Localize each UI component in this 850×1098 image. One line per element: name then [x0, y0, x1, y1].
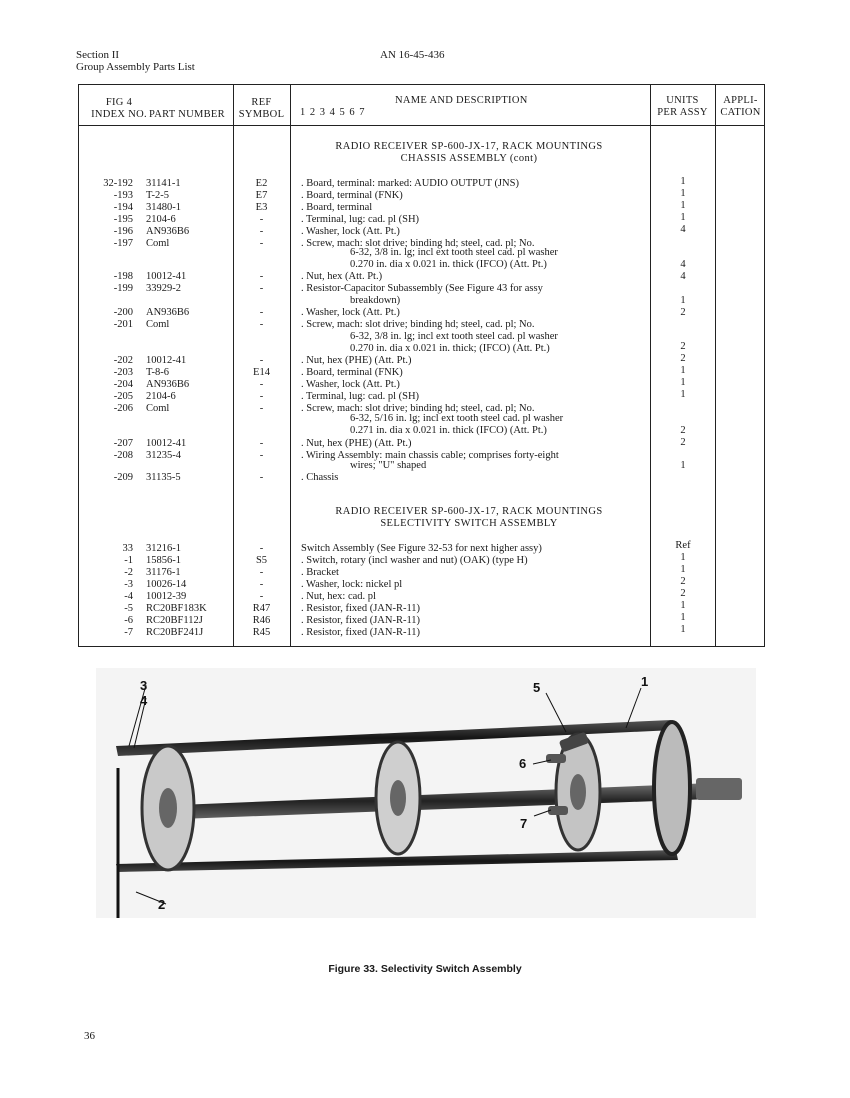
- units-per-assy: 1: [680, 600, 686, 611]
- units-cell-row: [79, 576, 766, 588]
- ref-symbol: E2: [255, 178, 268, 189]
- index-number: -200: [113, 307, 133, 318]
- ref-symbol: -: [259, 543, 264, 554]
- units-per-assy: 1: [680, 200, 686, 211]
- ref-symbol: -: [259, 226, 264, 237]
- index-number: -2: [124, 567, 133, 578]
- part-number: 10012-41: [146, 438, 187, 449]
- callout-1: 1: [641, 674, 649, 689]
- table-row: [79, 283, 766, 295]
- parts-list-table: [78, 84, 765, 647]
- units-per-assy: 1: [680, 624, 686, 635]
- index-number: -193: [113, 190, 133, 201]
- section-subtitle: Group Assembly Parts List: [76, 61, 195, 73]
- units-cell-row: [79, 612, 766, 624]
- part-number: AN936B6: [146, 379, 190, 390]
- index-number: -207: [113, 438, 133, 449]
- description-continuation: 6-32, 3/8 in. lg; incl ext tooth steel cad. pl washer: [350, 247, 558, 258]
- description: . Screw, mach: slot drive; binding hd; steel, cad. pl; No.: [301, 403, 535, 414]
- part-number: RC20BF183K: [146, 603, 207, 614]
- ref-symbol: -: [259, 355, 264, 366]
- ref-symbol: -: [259, 391, 264, 402]
- description: . Washer, lock (Att. Pt.): [301, 307, 400, 318]
- section-title-selectivity: RADIO RECEIVER SP-600-JX-17, RACK MOUNTINGS SELECTIVITY SWITCH ASSEMBLY: [335, 506, 603, 529]
- index-number: -6: [124, 615, 133, 626]
- description: . Terminal, lug: cad. pl (SH): [301, 391, 420, 402]
- table-row: [79, 319, 766, 331]
- ref-symbol: -: [259, 379, 264, 390]
- shaft-bushing: [696, 778, 742, 800]
- index-number: -195: [113, 214, 133, 225]
- description: . Board, terminal (FNK): [301, 367, 403, 378]
- ref-symbol: E3: [255, 202, 268, 213]
- ref-symbol: -: [259, 450, 264, 461]
- part-number: 10012-39: [146, 591, 187, 602]
- description: . Resistor-Capacitor Subassembly (See Figure 43 for assy: [301, 283, 543, 294]
- units-cell-row: [79, 176, 766, 188]
- units-per-assy: 2: [680, 341, 686, 352]
- index-number: -194: [113, 202, 133, 213]
- table-row: [79, 472, 766, 484]
- col-header-units-per-assy: UNITS PER ASSY: [657, 95, 708, 118]
- description-continuation: 6-32, 3/8 in. lg; incl ext tooth steel cad. pl washer: [350, 331, 558, 342]
- index-number: -3: [124, 579, 133, 590]
- units-cell-row: [79, 212, 766, 224]
- part-number: Coml: [146, 238, 170, 249]
- part-number: AN936B6: [146, 307, 190, 318]
- units-per-assy: 1: [680, 377, 686, 388]
- index-number: -204: [113, 379, 133, 390]
- selectivity-switch-photo: [96, 668, 756, 918]
- col-header-name-description: NAME AND DESCRIPTION 1 2 3 4 5 6 7: [300, 95, 528, 118]
- index-number: -4: [124, 591, 133, 602]
- description-continuation: 6-32, 5/16 in. lg; incl ext tooth steel cad. pl washer: [350, 413, 564, 424]
- units-per-assy: 2: [680, 353, 686, 364]
- part-number: 10026-14: [146, 579, 187, 590]
- index-number: -202: [113, 355, 133, 366]
- description-continuation: 0.271 in. dia x 0.021 in. thick (IFCO) (Att. Pt.): [350, 425, 547, 436]
- callout-7: 7: [520, 816, 528, 831]
- ref-symbol: E14: [253, 367, 270, 378]
- description: . Screw, mach: slot drive; binding hd; steel, cad. pl; No.: [301, 238, 535, 249]
- callout-3: 3: [140, 678, 148, 693]
- units-per-assy: Ref: [675, 540, 691, 551]
- units-cell-row: [79, 564, 766, 576]
- units-per-assy: 2: [680, 437, 686, 448]
- section-header: [76, 49, 195, 73]
- ref-symbol: -: [259, 591, 264, 602]
- description: . Board, terminal: [301, 202, 373, 213]
- description: . Washer, lock (Att. Pt.): [301, 226, 400, 237]
- ref-symbol: R47: [252, 603, 271, 614]
- units-cell-row: [79, 224, 766, 236]
- ref-symbol: -: [259, 403, 264, 414]
- units-cell-row: [79, 188, 766, 200]
- part-number: 10012-41: [146, 355, 187, 366]
- units-cell-row: [79, 624, 766, 636]
- col-header-part-number: PART NUMBER: [149, 109, 225, 120]
- units-cell-row: [79, 200, 766, 212]
- description: . Resistor, fixed (JAN-R-11): [301, 603, 421, 614]
- document-number: AN 16-45-436: [380, 49, 445, 61]
- callout-6: 6: [519, 756, 527, 771]
- units-per-assy: 1: [680, 188, 686, 199]
- part-number: 33929-2: [146, 283, 181, 294]
- units-cell-row: [79, 540, 766, 552]
- description-continuation: 0.270 in. dia x 0.021 in. thick (IFCO) (Att. Pt.): [350, 259, 547, 270]
- ref-symbol: -: [259, 238, 264, 249]
- ref-symbol: E7: [255, 190, 268, 201]
- part-number: RC20BF241J: [146, 627, 204, 638]
- index-number: -199: [113, 283, 133, 294]
- ref-symbol: -: [259, 271, 264, 282]
- units-cell-row: [79, 295, 766, 307]
- units-per-assy: 1: [680, 389, 686, 400]
- index-number: -198: [113, 271, 133, 282]
- units-per-assy: 1: [680, 176, 686, 187]
- part-number: 31216-1: [146, 543, 181, 554]
- ref-symbol: R46: [252, 615, 271, 626]
- description: . Board, terminal: marked: AUDIO OUTPUT (JNS): [301, 178, 519, 189]
- part-number: 31176-1: [146, 567, 181, 578]
- description: . Chassis: [301, 472, 339, 483]
- units-cell-row: [79, 307, 766, 319]
- index-number: -7: [124, 627, 133, 638]
- description: . Nut, hex: cad. pl: [301, 591, 376, 602]
- units-cell-row: [79, 389, 766, 401]
- part-number: T-2-5: [146, 190, 169, 201]
- units-per-assy: 2: [680, 425, 686, 436]
- description: . Bracket: [301, 567, 339, 578]
- ref-symbol: -: [259, 319, 264, 330]
- resistor-r46: [546, 754, 566, 763]
- units-cell-row: [79, 588, 766, 600]
- description: . Screw, mach: slot drive; binding hd; steel, cad. pl; No.: [301, 319, 535, 330]
- ref-symbol: -: [259, 579, 264, 590]
- section-label: Section II: [76, 49, 120, 61]
- units-per-assy: 2: [680, 588, 686, 599]
- description-continuation: breakdown): [350, 295, 401, 306]
- part-number: 2104-6: [146, 214, 176, 225]
- col-header-ref-symbol: REF SYMBOL: [238, 97, 285, 120]
- callout-4: 4: [140, 693, 148, 708]
- index-number: -5: [124, 603, 133, 614]
- part-number: 15856-1: [146, 555, 181, 566]
- description: . Washer, lock: nickel pl: [301, 579, 403, 590]
- ref-symbol: R45: [252, 627, 271, 638]
- col-header-application: APPLI- CATION: [720, 95, 761, 118]
- part-number: AN936B6: [146, 226, 190, 237]
- description: . Resistor, fixed (JAN-R-11): [301, 627, 421, 638]
- description: . Nut, hex (PHE) (Att. Pt.): [301, 438, 412, 449]
- units-per-assy: 1: [680, 612, 686, 623]
- units-per-assy: 1: [680, 365, 686, 376]
- part-number: 31141-1: [146, 178, 181, 189]
- units-cell-row: [79, 271, 766, 283]
- units-per-assy: 2: [680, 576, 686, 587]
- units-per-assy: 1: [680, 460, 686, 471]
- units-per-assy: 2: [680, 307, 686, 318]
- description-continuation: 0.270 in. dia x 0.021 in. thick; (IFCO) (Att. Pt.): [350, 343, 550, 354]
- units-per-assy: 1: [680, 552, 686, 563]
- units-per-assy: 1: [680, 212, 686, 223]
- units-cell-row: [79, 377, 766, 389]
- units-per-assy: 1: [680, 295, 686, 306]
- description: . Washer, lock (Att. Pt.): [301, 379, 400, 390]
- units-cell-row: [79, 552, 766, 564]
- figure-caption: Figure 33. Selectivity Switch Assembly: [328, 963, 522, 975]
- part-number: 31135-5: [146, 472, 181, 483]
- units-per-assy: 4: [680, 259, 686, 270]
- ref-symbol: -: [259, 438, 264, 449]
- description-continuation: wires; "U" shaped: [350, 460, 427, 471]
- part-number: RC20BF112J: [146, 615, 203, 626]
- ref-symbol: S5: [255, 555, 268, 566]
- index-number: -196: [113, 226, 133, 237]
- description: . Terminal, lug: cad. pl (SH): [301, 214, 420, 225]
- units-cell-row: [79, 600, 766, 612]
- header-divider: [79, 125, 764, 126]
- part-number: T-8-6: [146, 367, 169, 378]
- ref-symbol: -: [259, 567, 264, 578]
- description: . Switch, rotary (incl washer and nut) (OAK) (type H): [301, 555, 528, 566]
- part-number: Coml: [146, 319, 170, 330]
- index-number: -205: [113, 391, 133, 402]
- col-header-fig-index: FIG 4 INDEX NO.: [91, 97, 147, 120]
- part-number: 10012-41: [146, 271, 187, 282]
- index-number: -203: [113, 367, 133, 378]
- description: . Nut, hex (PHE) (Att. Pt.): [301, 355, 412, 366]
- description: Switch Assembly (See Figure 32-53 for next higher assy): [301, 543, 542, 554]
- part-number: 2104-6: [146, 391, 176, 402]
- callout-5: 5: [533, 680, 541, 695]
- index-number: -1: [124, 555, 133, 566]
- index-number: -209: [113, 472, 133, 483]
- description: . Wiring Assembly: main chassis cable; comprises forty-eight: [301, 450, 559, 461]
- index-number: -197: [113, 238, 133, 249]
- part-number: Coml: [146, 403, 170, 414]
- units-per-assy: 4: [680, 271, 686, 282]
- units-cell-row: [79, 437, 766, 449]
- index-number: -201: [113, 319, 133, 330]
- ref-symbol: -: [259, 214, 264, 225]
- description: . Nut, hex (Att. Pt.): [301, 271, 383, 282]
- units-per-assy: 1: [680, 564, 686, 575]
- part-number: 31480-1: [146, 202, 181, 213]
- index-number: 33: [122, 543, 133, 554]
- section-title-chassis: RADIO RECEIVER SP-600-JX-17, RACK MOUNTINGS CHASSIS ASSEMBLY (cont): [335, 141, 603, 164]
- ref-symbol: -: [259, 307, 264, 318]
- units-per-assy: 4: [680, 224, 686, 235]
- index-number: -206: [113, 403, 133, 414]
- callout-2: 2: [158, 897, 166, 912]
- index-number: -208: [113, 450, 133, 461]
- page-number: 36: [84, 1030, 95, 1042]
- index-number: 32-192: [103, 178, 133, 189]
- ref-symbol: -: [259, 283, 264, 294]
- ref-symbol: -: [259, 472, 264, 483]
- mounting-bracket-plate: [654, 722, 690, 854]
- part-number: 31235-4: [146, 450, 181, 461]
- description: . Board, terminal (FNK): [301, 190, 403, 201]
- description: . Resistor, fixed (JAN-R-11): [301, 615, 421, 626]
- units-cell-row: [79, 365, 766, 377]
